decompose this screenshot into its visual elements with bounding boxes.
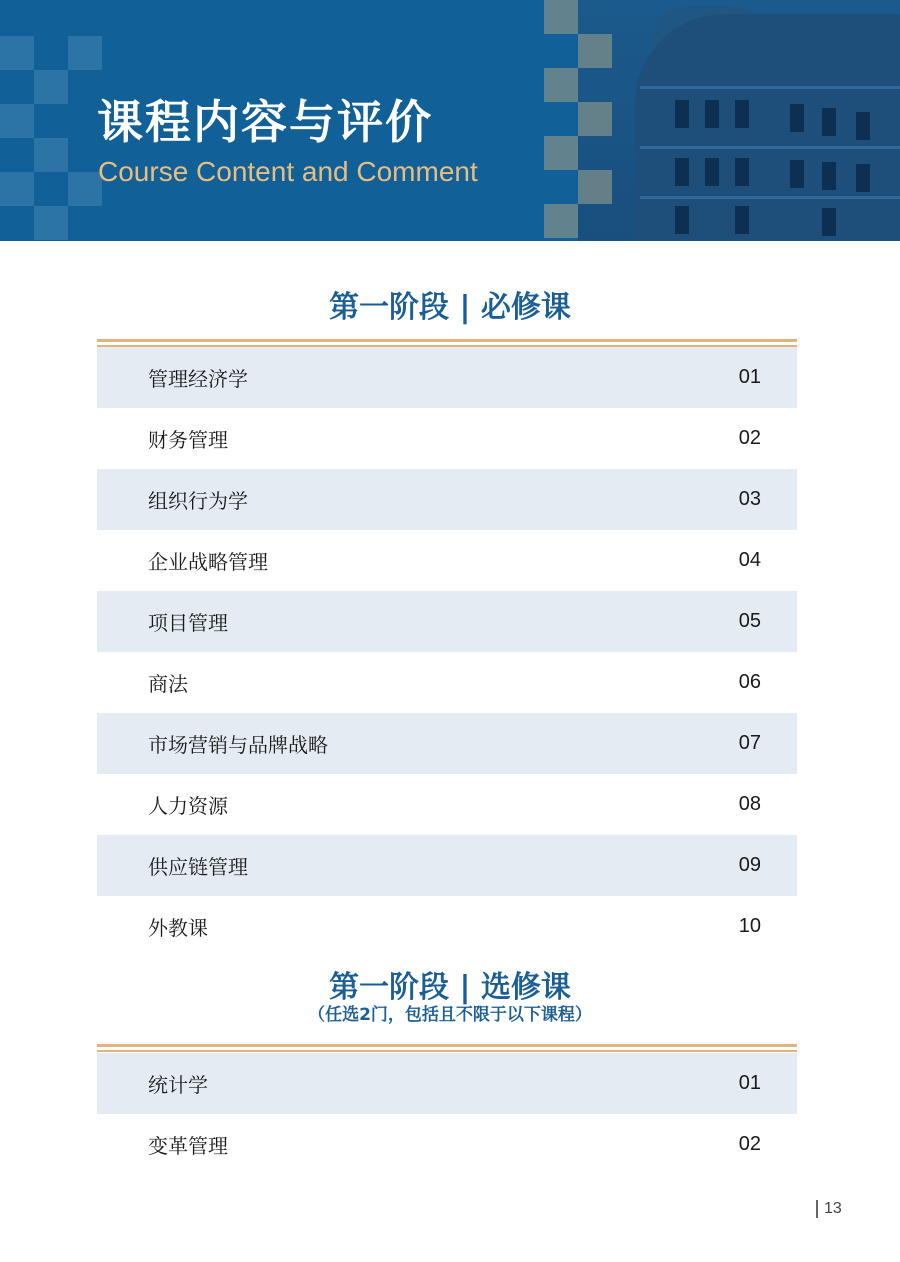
course-name: 人力资源 [148,794,228,818]
building-window [675,206,689,234]
course-number: 04 [738,549,761,571]
course-number: 03 [738,488,761,510]
course-name: 项目管理 [148,611,228,635]
building-window [790,160,804,188]
course-name: 外教课 [148,916,208,940]
course-row [97,408,797,469]
building-window [822,208,836,236]
section-title-elective: 第一阶段 | 选修课 [329,970,571,1005]
course-number: 08 [738,793,761,815]
course-row [97,774,797,835]
section-title-required: 第一阶段 | 必修课 [329,290,571,325]
course-name: 商法 [148,672,188,696]
required-course-list [97,347,797,957]
course-number: 07 [738,732,761,754]
building-window [822,108,836,136]
course-row [97,530,797,591]
decor-square [544,0,578,34]
course-row [97,652,797,713]
page-number: 13 [816,1200,842,1218]
decor-square [0,36,34,70]
decor-square [0,104,34,138]
page-subtitle: Course Content and Comment [98,156,478,187]
decor-square [544,136,578,170]
course-row [97,835,797,896]
course-name: 管理经济学 [148,367,248,391]
course-number: 05 [738,610,761,632]
course-row [97,896,797,957]
decor-square [578,102,612,136]
course-row [97,1053,797,1114]
course-name: 组织行为学 [148,489,248,513]
building-ledge [640,196,900,199]
building-window [675,100,689,128]
decor-square [68,36,102,70]
course-number: 02 [738,427,761,449]
course-number: 06 [738,671,761,693]
course-name: 供应链管理 [148,855,248,879]
building-window [856,112,870,140]
section-divider [97,339,797,347]
section-note-elective: （任选2门，包括且不限于以下课程） [308,1005,592,1025]
page-title: 课程内容与评价 [97,95,433,149]
course-number: 01 [738,366,761,388]
building-ledge [640,86,900,89]
course-row [97,1114,797,1175]
course-number: 10 [738,915,761,937]
decor-square [578,170,612,204]
course-name: 统计学 [148,1073,208,1097]
building-window [735,206,749,234]
building-window [705,100,719,128]
page-header [0,0,900,241]
building-window [790,104,804,132]
decor-square [34,138,68,172]
building-ledge [640,146,900,149]
course-name: 变革管理 [148,1134,228,1158]
building-window [735,158,749,186]
decor-square [34,206,68,240]
course-row [97,591,797,652]
course-row [97,347,797,408]
building-window [705,158,719,186]
building-window [856,164,870,192]
section-divider [97,1044,797,1052]
elective-course-list [97,1053,797,1175]
course-name: 财务管理 [148,428,228,452]
decor-square [544,68,578,102]
decor-square [0,172,34,206]
course-name: 市场营销与品牌战略 [148,733,328,757]
decor-square [578,34,612,68]
course-number: 09 [738,854,761,876]
course-row [97,713,797,774]
building-window [735,100,749,128]
decor-square [544,204,578,238]
decor-square [68,172,102,206]
course-number: 01 [738,1072,761,1094]
course-name: 企业战略管理 [148,550,268,574]
course-number: 02 [738,1133,761,1155]
building-window [675,158,689,186]
building-window [822,162,836,190]
decor-square [34,70,68,104]
course-row [97,469,797,530]
